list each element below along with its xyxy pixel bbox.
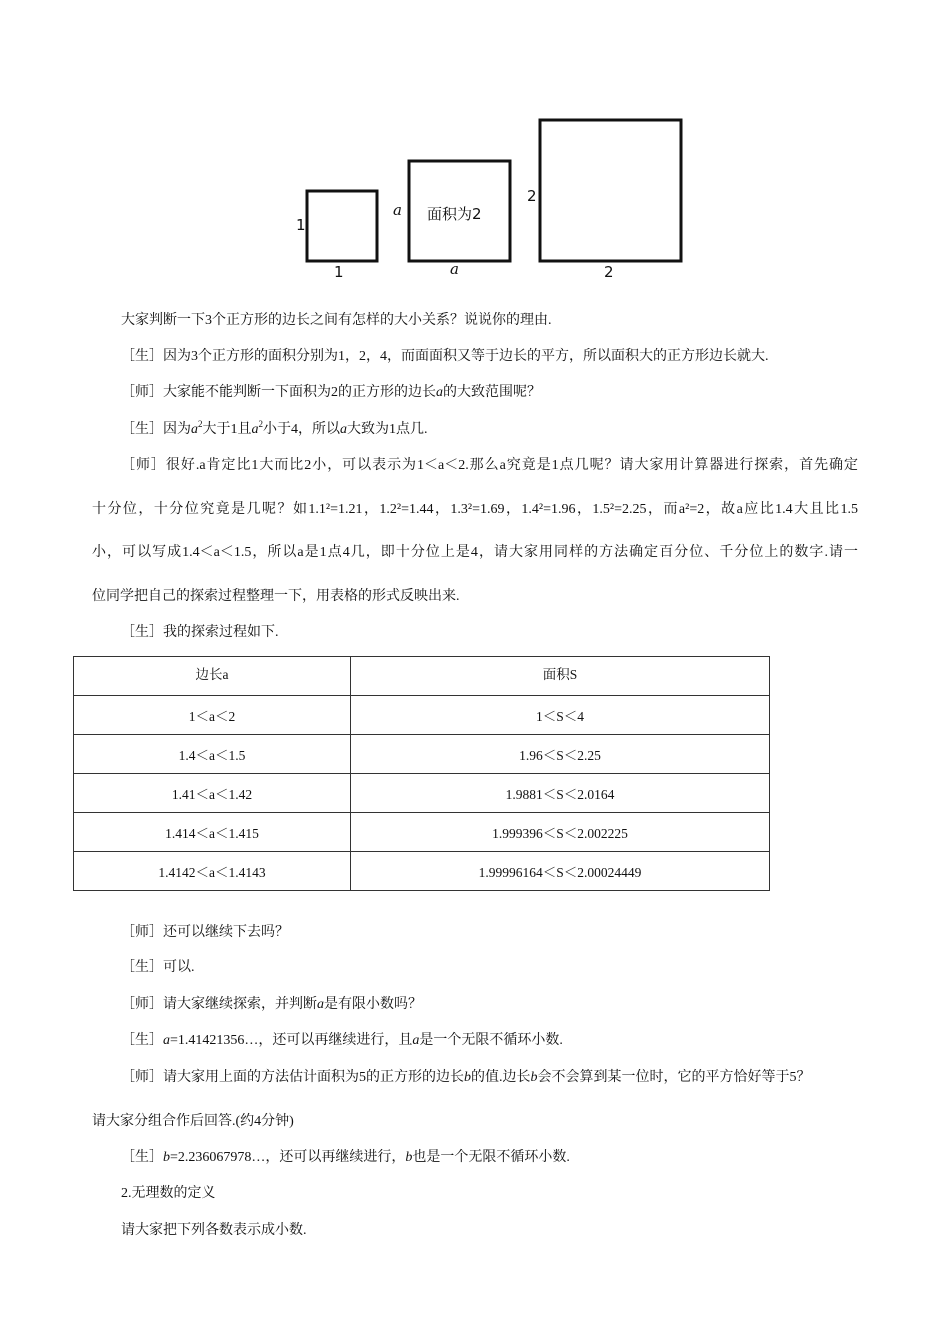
table-cell: 1.41＜a＜1.42 (74, 774, 351, 813)
var-b: b (530, 1070, 538, 1085)
middle-square-side-left: a (393, 201, 402, 219)
text: ［生］因为 (121, 422, 191, 437)
small-square (307, 191, 377, 261)
paragraph-teacher-2-line-1: ［师］很好.a肯定比1大而比2小，可以表示为1＜a＜2.那么a究竟是1点几呢？请大家用计算器进行探索，首先确定 (121, 458, 858, 473)
paragraph-student-3: ［生］我的探索过程如下. (121, 625, 279, 640)
paragraph-student-5 (0, 1031, 950, 1051)
exponent: 2 (258, 419, 263, 429)
paragraph-teacher-5-line-2: 请大家分组合作后回答.(约4分钟) (92, 1114, 294, 1129)
table-row (74, 696, 770, 735)
text: 小于4，所以 (263, 422, 340, 437)
var-a: a (412, 1033, 420, 1048)
table-cell: 1＜S＜4 (350, 696, 769, 735)
exploration-table (73, 656, 770, 891)
exponent: 2 (198, 419, 203, 429)
var-a: a (340, 422, 347, 437)
paragraph-student-4: ［生］可以. (121, 960, 195, 975)
middle-square-area-label: 面积为2 (427, 205, 482, 223)
var-b: b (464, 1070, 471, 1085)
table-cell: 1.999396＜S＜2.002225 (350, 813, 769, 852)
paragraph-teacher-5-line-1 (0, 1068, 950, 1088)
var-a: a (317, 997, 324, 1012)
section-heading: 2.无理数的定义 (121, 1186, 216, 1201)
paragraph-student-2 (0, 420, 950, 440)
text: =2.236067978…，还可以再继续进行， (170, 1150, 406, 1165)
table-row (74, 774, 770, 813)
small-square-side-left: 1 (296, 216, 306, 234)
large-square (540, 120, 681, 261)
table-row (74, 735, 770, 774)
table-cell: 1.4＜a＜1.5 (74, 735, 351, 774)
text: ［师］请大家继续探索，并判断 (121, 997, 317, 1012)
var-a: a (163, 1033, 170, 1048)
text: 是一个无限不循环小数. (419, 1033, 563, 1048)
paragraph-question: 大家判断一下3个正方形的边长之间有怎样的大小关系？说说你的理由. (121, 313, 552, 328)
text: 大致为1点几. (347, 422, 428, 437)
table-cell: 1.4142＜a＜1.4143 (74, 852, 351, 891)
paragraph-instruction: 请大家把下列各数表示成小数. (121, 1223, 307, 1238)
text: =1.41421356…，还可以再继续进行，且 (170, 1033, 413, 1048)
paragraph-teacher-2-line-2: 十分位，十分位究竟是几呢？如1.1²=1.21，1.2²=1.44，1.3²=1.69，1.4²=1.96，1.5²=2.25，而a²=2，故a应比1.4大且比1.5 (92, 502, 858, 517)
table-cell: 1.96＜S＜2.25 (350, 735, 769, 774)
table-row (74, 813, 770, 852)
text: 是有限小数吗？ (324, 997, 422, 1012)
table-header-row (74, 657, 770, 696)
var-b: b (163, 1150, 170, 1165)
squares-figure (0, 0, 950, 300)
small-square-side-bottom: 1 (334, 263, 344, 281)
var-a: a (251, 422, 259, 437)
text: 会不会算到某一位时，它的平方恰好等于5？ (537, 1070, 811, 1085)
text: ［生］ (121, 1033, 163, 1048)
paragraph-student-1: ［生］因为3个正方形的面积分别为1，2，4，而面面积又等于边长的平方，所以面积大的正方形边长就大. (121, 349, 769, 364)
text: 大于1且 (202, 422, 252, 437)
var-a: a (436, 385, 443, 400)
text: ［师］大家能不能判断一下面积为2的正方形的边长 (121, 385, 436, 400)
table-cell: 1＜a＜2 (74, 696, 351, 735)
large-square-side-left: 2 (527, 187, 537, 205)
table-cell: 1.414＜a＜1.415 (74, 813, 351, 852)
table-header-side: 边长a (74, 657, 351, 696)
table-cell: 1.99996164＜S＜2.00024449 (350, 852, 769, 891)
paragraph-teacher-2-line-4: 位同学把自己的探索过程整理一下，用表格的形式反映出来. (92, 589, 460, 604)
paragraph-teacher-1 (0, 383, 950, 403)
table-cell: 1.9881＜S＜2.0164 (350, 774, 769, 813)
table-row (74, 852, 770, 891)
text: 的值.边长 (471, 1070, 531, 1085)
var-a: a (191, 422, 198, 437)
large-square-side-bottom: 2 (604, 263, 614, 281)
paragraph-teacher-2-line-3: 小，可以写成1.4＜a＜1.5，所以a是1点4几，即十分位上是4，请大家用同样的方法确定百分位、千分位上的数字.请一 (92, 545, 858, 560)
text: ［师］请大家用上面的方法估计面积为5的正方形的边长 (121, 1070, 464, 1085)
middle-square-side-bottom: a (450, 260, 459, 278)
paragraph-teacher-3: ［师］还可以继续下去吗？ (121, 925, 289, 940)
table-header-area: 面积S (350, 657, 769, 696)
paragraph-teacher-4 (0, 995, 950, 1015)
text: 的大致范围呢？ (443, 385, 541, 400)
paragraph-student-6 (0, 1148, 950, 1168)
var-b: b (405, 1150, 413, 1165)
text: ［生］ (121, 1150, 163, 1165)
text: 也是一个无限不循环小数. (412, 1150, 570, 1165)
